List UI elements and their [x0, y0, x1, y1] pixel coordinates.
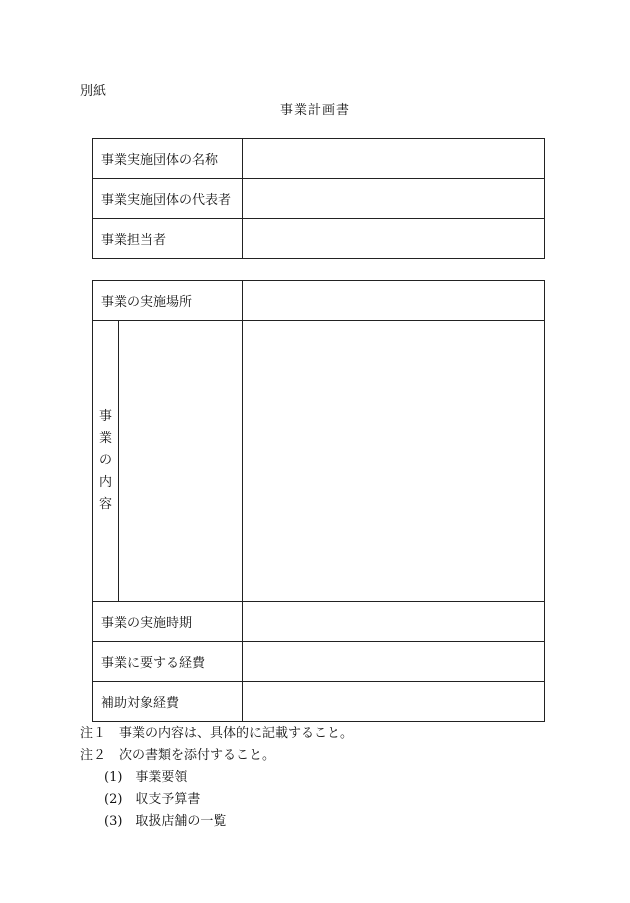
- subsidy-label: 補助対象経費: [93, 682, 243, 722]
- note-1: 注１ 事業の内容は、具体的に記載すること。: [80, 726, 354, 741]
- content-vertical-label: 事 業 の 内 容: [93, 321, 119, 602]
- table-row: [93, 682, 545, 722]
- attachment-item: (1) 事業要領: [104, 770, 188, 785]
- content-field[interactable]: [243, 321, 545, 602]
- table-row: [93, 219, 545, 259]
- content-subcolumn[interactable]: [119, 321, 243, 602]
- place-field[interactable]: [243, 281, 545, 321]
- project-table: [92, 280, 545, 722]
- org-name-label: 事業実施団体の名称: [93, 139, 243, 179]
- period-field[interactable]: [243, 602, 545, 642]
- cost-field[interactable]: [243, 642, 545, 682]
- table-row: [93, 281, 545, 321]
- org-representative-label: 事業実施団体の代表者: [93, 179, 243, 219]
- org-representative-field[interactable]: [243, 179, 545, 219]
- table-row: [93, 602, 545, 642]
- table-row: [93, 139, 545, 179]
- subsidy-field[interactable]: [243, 682, 545, 722]
- annex-label: 別紙: [80, 84, 107, 99]
- person-in-charge-label: 事業担当者: [93, 219, 243, 259]
- table-row: [93, 321, 545, 602]
- table-row: [93, 179, 545, 219]
- organization-table: [92, 138, 545, 259]
- attachment-item: (3) 取扱店舗の一覧: [104, 814, 227, 829]
- attachment-item: (2) 収支予算書: [104, 792, 201, 807]
- note-2: 注２ 次の書類を添付すること。: [80, 748, 276, 763]
- period-label: 事業の実施時期: [93, 602, 243, 642]
- person-in-charge-field[interactable]: [243, 219, 545, 259]
- document-title: 事業計画書: [279, 103, 350, 118]
- table-row: [93, 642, 545, 682]
- notes: [80, 723, 353, 833]
- place-label: 事業の実施場所: [93, 281, 243, 321]
- cost-label: 事業に要する経費: [93, 642, 243, 682]
- org-name-field[interactable]: [243, 139, 545, 179]
